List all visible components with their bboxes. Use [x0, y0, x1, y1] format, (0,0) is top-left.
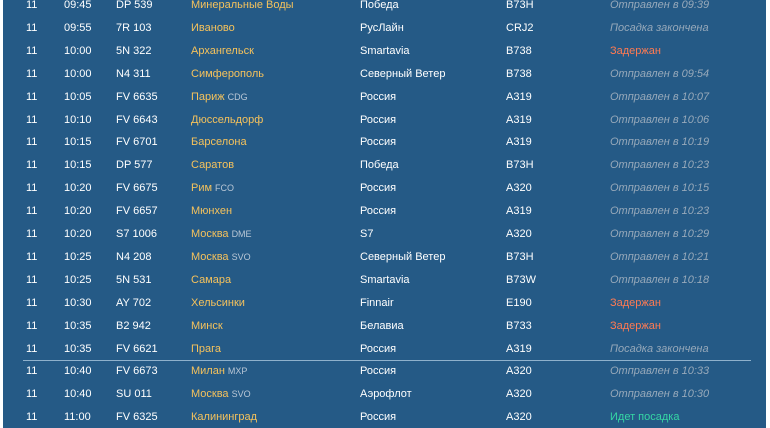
flight-destination [191, 360, 247, 383]
flight-row[interactable] [3, 315, 766, 338]
flight-number: FV 6643 [116, 113, 158, 126]
flight-day: 11 [26, 159, 38, 172]
destination-city: Мюнхен [191, 205, 233, 218]
flight-destination [191, 223, 252, 246]
flight-status: Отправлен в 09:39 [610, 0, 710, 11]
flight-aircraft: A319 [506, 342, 532, 355]
flight-row[interactable] [3, 154, 766, 177]
flight-time: 10:20 [64, 205, 92, 218]
flight-day: 11 [26, 136, 38, 149]
flight-status: Отправлен в 10:23 [610, 159, 710, 172]
destination-airport-code: MXP [227, 366, 248, 377]
flight-day: 11 [26, 296, 38, 309]
flight-time: 11:00 [64, 411, 91, 424]
flight-destination [191, 86, 248, 109]
flight-destination [191, 269, 231, 292]
flight-number: B2 942 [116, 319, 151, 332]
flight-number: SU 011 [116, 388, 152, 401]
flight-airline: Победа [360, 0, 399, 11]
flight-number: AY 702 [116, 296, 152, 309]
flight-airline: Smartavia [360, 44, 410, 57]
destination-city: Самара [191, 273, 232, 286]
destination-airport-code: CDG [227, 91, 248, 102]
flight-row[interactable] [3, 383, 766, 406]
flight-destination [191, 200, 232, 223]
destination-city: Иваново [191, 21, 235, 34]
flight-status: Отправлен в 10:21 [610, 250, 710, 263]
destination-airport-code: FCO [215, 183, 235, 194]
flight-time: 10:00 [64, 44, 92, 57]
flight-day: 11 [26, 113, 38, 126]
destination-city: Милан [191, 365, 225, 378]
flight-airline: Аэрофлот [360, 388, 412, 401]
flight-destination [191, 246, 251, 269]
flight-destination [191, 338, 221, 361]
flight-number: FV 6673 [116, 365, 158, 378]
flight-row[interactable] [3, 17, 766, 40]
flight-day: 11 [26, 273, 38, 286]
flight-row[interactable] [3, 338, 766, 361]
flight-airline: Северный Ветер [360, 67, 446, 80]
flight-airline: Россия [360, 411, 397, 424]
flight-time: 10:40 [64, 388, 92, 401]
flight-row[interactable] [3, 406, 766, 428]
flight-number: S7 1006 [116, 228, 157, 240]
flight-status: Посадка закончена [610, 21, 709, 34]
flight-status: Отправлен в 10:29 [610, 228, 710, 240]
flight-destination [191, 383, 251, 406]
flight-airline: Россия [360, 113, 397, 126]
flight-day: 11 [26, 388, 38, 401]
flight-destination [191, 131, 247, 154]
flight-aircraft: B733 [506, 319, 532, 332]
flight-destination [191, 292, 245, 315]
flight-row[interactable] [3, 246, 766, 269]
flight-time: 09:55 [64, 21, 92, 34]
flight-number: FV 6657 [116, 205, 158, 218]
flight-airline: Победа [360, 159, 399, 172]
flight-status: Отправлен в 09:54 [610, 67, 710, 80]
flight-status: Отправлен в 10:07 [610, 90, 710, 103]
flight-aircraft: A320 [506, 388, 532, 401]
flight-time: 10:15 [64, 159, 92, 172]
flight-aircraft: B73H [506, 250, 534, 263]
flight-row[interactable] [3, 292, 766, 315]
flight-row[interactable] [3, 223, 766, 246]
flight-airline: Россия [360, 365, 397, 378]
flight-destination [191, 40, 254, 63]
flight-number: N4 208 [116, 250, 152, 263]
flight-number: DP 577 [116, 159, 153, 172]
flight-airline: Smartavia [360, 273, 410, 286]
destination-city: Париж [191, 90, 225, 103]
flight-row[interactable] [3, 63, 766, 86]
destination-city: Рим [191, 182, 213, 195]
flight-airline: РусЛайн [360, 21, 404, 34]
destination-city: Калининград [191, 411, 258, 424]
flight-time: 10:35 [64, 319, 92, 332]
flight-aircraft: B738 [506, 67, 532, 80]
destination-city: Архангельск [191, 44, 254, 57]
flight-time: 10:35 [64, 342, 92, 355]
flight-airline: S7 [360, 228, 374, 240]
departures-board [3, 0, 766, 428]
flight-aircraft: B73H [506, 0, 534, 11]
destination-city: Саратов [191, 159, 235, 172]
flight-day: 11 [26, 205, 38, 218]
flight-number: FV 6325 [116, 411, 158, 424]
flight-number: N4 311 [116, 67, 151, 80]
destination-city: Минск [191, 319, 223, 332]
flight-status: Отправлен в 10:33 [610, 365, 710, 378]
flight-time: 10:10 [64, 113, 92, 126]
flight-number: 5N 322 [116, 44, 152, 57]
flight-day: 11 [26, 250, 38, 263]
flight-airline: Россия [360, 182, 397, 195]
flight-number: 7R 103 [116, 21, 152, 34]
flight-day: 11 [26, 44, 38, 57]
destination-city: Москва [191, 228, 229, 240]
flight-time: 10:20 [64, 182, 92, 195]
flight-time: 10:30 [64, 296, 92, 309]
flight-status: Идет посадка [610, 411, 680, 424]
flight-row[interactable] [3, 200, 766, 223]
flight-number: 5N 531 [116, 273, 152, 286]
flight-aircraft: A320 [506, 365, 532, 378]
flight-aircraft: B738 [506, 44, 532, 57]
flight-day: 11 [26, 365, 38, 378]
flight-destination [191, 177, 234, 200]
flight-day: 11 [26, 90, 38, 103]
flight-airline: Finnair [360, 296, 394, 309]
destination-city: Хельсинки [191, 296, 245, 309]
flight-time: 10:15 [64, 136, 92, 149]
destination-city: Минеральные Воды [191, 0, 294, 11]
flight-airline: Россия [360, 136, 397, 149]
destination-city: Симферополь [191, 67, 265, 80]
flight-aircraft: A319 [506, 113, 532, 126]
destination-airport-code: DME [231, 229, 252, 239]
flight-day: 11 [26, 319, 38, 332]
flight-row[interactable] [3, 360, 766, 383]
flight-aircraft: A319 [506, 136, 532, 149]
destination-city: Москва [191, 250, 229, 263]
flight-destination [191, 109, 263, 132]
current-time-divider [23, 360, 751, 361]
flight-aircraft: B73W [506, 273, 536, 286]
flight-airline: Белавиа [360, 319, 404, 332]
flight-aircraft: A319 [506, 90, 532, 103]
flight-destination [191, 315, 223, 338]
flight-day: 11 [26, 411, 38, 424]
flight-destination [191, 63, 264, 86]
flight-row[interactable] [3, 269, 766, 292]
flight-destination [191, 154, 234, 177]
flight-number: FV 6701 [116, 136, 158, 149]
flight-time: 10:05 [64, 90, 92, 103]
flight-row[interactable] [3, 109, 766, 132]
flight-airline: Россия [360, 342, 397, 355]
flight-day: 11 [26, 67, 38, 80]
flight-number: FV 6621 [116, 342, 158, 355]
flight-time: 10:40 [64, 365, 92, 378]
flight-time: 09:45 [64, 0, 92, 11]
flight-number: FV 6675 [116, 182, 158, 195]
flight-aircraft: A320 [506, 228, 532, 240]
flight-day: 11 [26, 0, 38, 11]
flight-destination [191, 406, 257, 428]
flight-time: 10:25 [64, 273, 92, 286]
destination-city: Прага [191, 342, 222, 355]
flight-status: Отправлен в 10:18 [610, 273, 710, 286]
flight-airline: Россия [360, 90, 397, 103]
flight-status: Отправлен в 10:19 [610, 136, 710, 149]
flight-airline: Россия [360, 205, 397, 218]
flight-status: Задержан [610, 44, 661, 57]
flight-row[interactable] [3, 0, 766, 17]
flight-row[interactable] [3, 131, 766, 154]
flight-day: 11 [26, 21, 38, 34]
flight-number: FV 6635 [116, 90, 158, 103]
flight-destination [191, 17, 235, 40]
flight-row[interactable] [3, 177, 766, 200]
flight-day: 11 [26, 342, 38, 355]
flight-airline: Северный Ветер [360, 250, 446, 263]
flight-day: 11 [26, 182, 38, 195]
flight-status: Задержан [610, 296, 661, 309]
flight-aircraft: E190 [506, 296, 532, 309]
flight-day: 11 [26, 228, 38, 240]
flight-status: Отправлен в 10:15 [610, 182, 710, 195]
flight-time: 10:25 [64, 250, 92, 263]
flight-aircraft: A320 [506, 182, 532, 195]
flight-status: Отправлен в 10:23 [610, 205, 710, 218]
flight-time: 10:00 [64, 67, 92, 80]
flight-status: Задержан [610, 319, 661, 332]
flight-aircraft: A320 [506, 411, 532, 424]
flight-number: DP 539 [116, 0, 153, 11]
flight-status: Посадка закончена [610, 342, 709, 355]
destination-city: Барселона [191, 136, 247, 149]
flight-status: Отправлен в 10:30 [610, 388, 710, 401]
flight-time: 10:20 [64, 228, 92, 240]
flight-aircraft: A319 [506, 205, 532, 218]
destination-airport-code: SVO [231, 251, 251, 262]
flight-row[interactable] [3, 40, 766, 63]
flight-aircraft: CRJ2 [506, 21, 534, 34]
flight-row[interactable] [3, 86, 766, 109]
destination-airport-code: SVO [231, 389, 251, 400]
destination-city: Москва [191, 388, 229, 401]
destination-city: Дюссельдорф [191, 113, 264, 126]
flight-status: Отправлен в 10:06 [610, 113, 710, 126]
flight-aircraft: B73H [506, 159, 534, 172]
flight-destination [191, 0, 294, 17]
